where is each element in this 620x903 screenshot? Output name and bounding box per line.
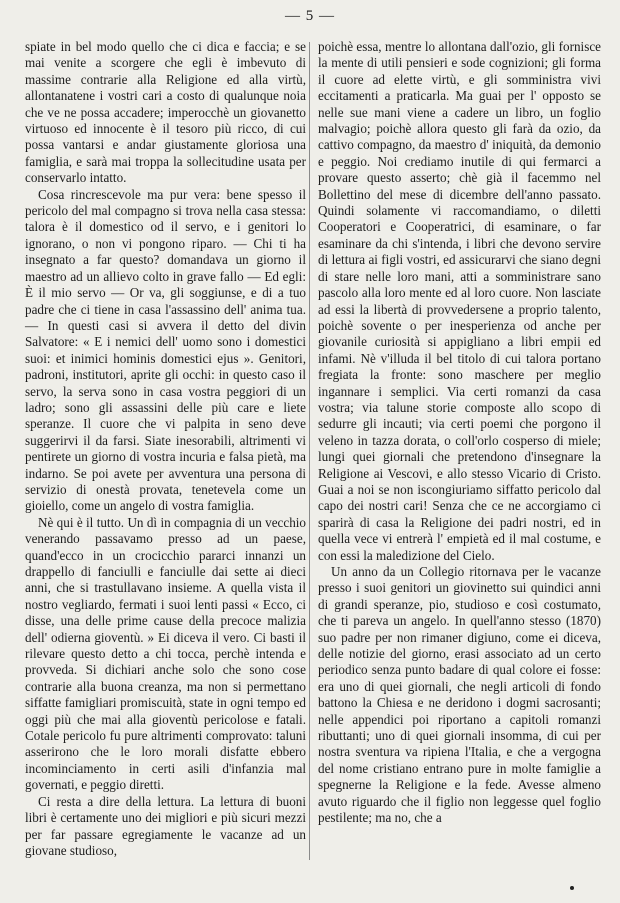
paragraph: Nè qui è il tutto. Un dì in compagnia di un vecchio venerando passavamo presso ad un paese, quand'ecco in un crocicchio pararci innanzi un drappello di fanciulli e fanciulle dai sette ai dieci anni, che si trastullavano insieme. A quella vista il nostro vegliardo, fermati i suoi lenti passi « Ecco, ci disse, una delle prime cause della precoce malizia dell' odierna gioventù. » Ei diceva il vero. Ci basti il rilevare questo detto a chi tocca, perchè intenda e provveda. Si dichiari anche solo che sono cose contrarie alla buona creanza, ma non si permettano siffatte famigliari promiscuità, state in ogni tempo ed oggi più che mai alla gioventù pericolose e fatali. Cotale pericolo fu pure altrimenti comprovato: taluni asserirono che le loro morali disfatte ebbero incominciamento in certi asili d'infanzia mal governati, e peggio diretti. xyxy=(25,514,306,793)
print-speck xyxy=(570,886,574,890)
right-column xyxy=(318,39,601,827)
paragraph: Cosa rincrescevole ma pur vera: bene spesso il pericolo del mal compagno si trova nella casa stessa: talora è il domestico od il servo, e i genitori lo ignorano, o non vi pongono riparo. — Chi ti ha insegnato a far questo? domandava un giorno il maestro ad un allievo colto in grave fallo — Ed egli: È il mio servo — Or va, gli soggiunse, e di a tuo padre che ci tiene in casa l'assassino dell' anima tua. — In questi casi si avvera il detto del divin Salvatore: « E i nemici dell' uomo sono i domestici suoi: et inimici hominis domestici ejus ». Genitori, padroni, institutori, aprite gli occhi: in questo caso il servo, la serva sono in casa vostra peggiori di un ladro; sono gli assassini delle più care e liete speranze. Il cuore che vi palpita in seno deve suggerirvi il da farsi. Siate inesorabili, altrimenti vi pentirete un giorno di vostra incuria e falsa pietà, ma indarno. Se poi avete per avventura una persona di servizio di onestà provata, tenetevela come un gioiello, come un angelo di vostra famiglia. xyxy=(25,186,306,514)
left-column xyxy=(25,39,306,859)
paragraph: Un anno da un Collegio ritornava per le vacanze presso i suoi genitori un giovinetto sui quindici anni di grandi speranze, pio, studioso e così costumato, che ti pareva un angelo. In quell'anno stesso (1870) suo padre per non rimaner digiuno, come ei diceva, delle notizie del giorno, erasi associato ad un certo periodico senza punto badare di qual colore ei fosse: era uno di quei giornali, che negli articoli di fondo battono la Chiesa e ne deridono i dogmi sacrosanti; nelle appendici poi riportano a capitoli romanzi ributtanti; uno di quei giornali insomma, di cui per nostra sventura va ripiena l'Italia, e che a vergogna del nome cristiano entrano pure in molte famiglie a spegnerne la Religione e la fede. Avesse almeno avuto riguardo che il figlio non leggesse quel foglio pestilente; ma no, che a xyxy=(318,564,601,826)
page-number: — 5 — xyxy=(285,8,335,24)
paragraph: Ci resta a dire della lettura. La lettura di buoni libri è certamente uno dei migliori e più sicuri mezzi per far passare egregiamente le vacanze ad un giovane studioso, xyxy=(25,793,306,858)
column-divider xyxy=(309,42,310,860)
paragraph: spiate in bel modo quello che ci dica e faccia; e se mai venite a scorgere che egli è imbevuto di massime contrarie alla Religione ed alla virtù, allontanatene i vostri cari a costo di qualunque noia che ve ne possa accadere; imperocchè un giovanetto virtuoso ed innocente è il tesoro più ricco, di cui possa vantarsi e andar giustamente gloriosa una famiglia, e sarà mai troppa la sollecitudine usata per conservarlo intatto. xyxy=(25,39,306,186)
paragraph: poichè essa, mentre lo allontana dall'ozio, gli fornisce la mente di utili pensieri e sode cognizioni; gli forma il cuore ad elette virtù, e gli somministra vivi eccitamenti a praticarla. Ma guai per l' opposto se nelle sue mani viene a cadere un libro, un foglio malvagio; poichè allora questo gli farà da ozio, da cattivo compagno, da maestro d' iniquità, da demonio e peggio. Noi crediamo inutile di qui fermarci a provare questo asserto; chè già il facemmo nel Bollettino del mese di dicembre dell'anno passato. Quindi solamente vi raccomandiamo, o diletti Cooperatori e Cooperatrici, di esaminare, o far esaminare da chi s'intenda, i libri che devono servire di lettura ai figli vostri, ed assicurarvi che siano degni di stare nelle loro mani, atti a somministrare sano pascolo alla loro mente ed al loro cuore. Non lasciate ad essi la libertà di provvedersene a proprio talento, poichè sovente o per inesperienza od anche per giovanile curiosità si appigliano a libri empii ed infami. Nè v'illuda il bel titolo di cui talora portano fregiata la fronte: sono maschere per meglio ingannare i semplici. Via certi romanzi da casa vostra; via talune storie composte allo scopo di sedurre gli incauti; via certi poemi che porgono il veleno in tazza dorata, o coll'orlo cosperso di miele; lungi quei giornali che pretendono d'insegnare la Religione ai Vescovi, e allo stesso Vicario di Cristo. Guai a noi se non iscongiuriamo siffatto pericolo dal capo dei nostri cari! Senza che ce ne accorgiamo ci sparirà di casa la Religione dei padri nostri, ed in quella vece vi entrerà l' empietà ed il mal costume, e con essi la maledizione del Cielo. xyxy=(318,39,601,563)
